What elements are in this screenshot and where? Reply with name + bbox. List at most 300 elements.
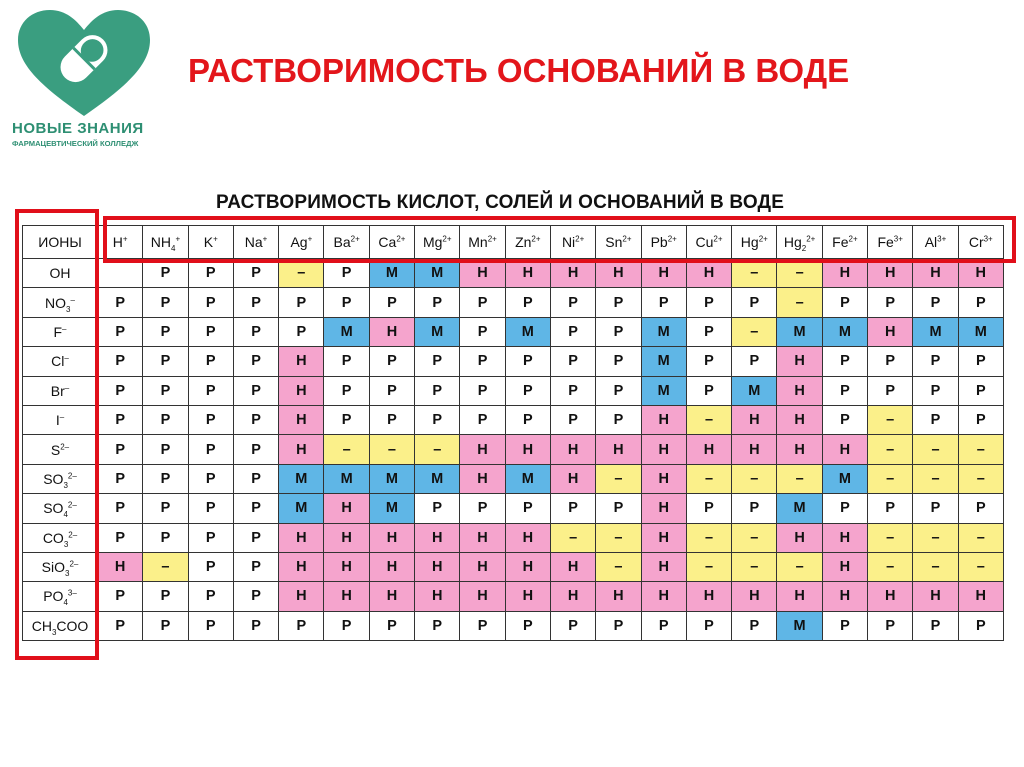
- anion-row: [23, 288, 1004, 317]
- solubility-cell: Н: [460, 582, 505, 611]
- solubility-cell: Р: [369, 376, 414, 405]
- ion-charge: 2+: [396, 234, 406, 244]
- solubility-cell: Н: [460, 464, 505, 493]
- solubility-cell: –: [732, 317, 777, 346]
- solubility-cell: Р: [143, 435, 188, 464]
- solubility-cell: Н: [415, 552, 460, 581]
- solubility-cell: Р: [868, 376, 913, 405]
- solubility-cell: Н: [550, 435, 595, 464]
- solubility-cell: –: [777, 552, 822, 581]
- ion-charge: –: [62, 324, 67, 334]
- solubility-cell: Р: [596, 494, 641, 523]
- solubility-cell: Н: [415, 523, 460, 552]
- ion-charge: –: [70, 294, 75, 304]
- ion-charge: 2+: [442, 234, 452, 244]
- solubility-cell: М: [641, 347, 686, 376]
- anion-label-cell: [23, 317, 98, 346]
- ion-symbol: Br: [50, 382, 65, 399]
- solubility-cell: Н: [505, 435, 550, 464]
- cation-header-cell: [505, 226, 550, 259]
- solubility-cell: М: [324, 317, 369, 346]
- solubility-cell: Р: [369, 347, 414, 376]
- solubility-cell: Н: [777, 405, 822, 434]
- ion-subscript: 2: [801, 243, 807, 253]
- solubility-cell: –: [686, 552, 731, 581]
- ion-symbol: Cu: [695, 234, 714, 250]
- solubility-cell: Н: [460, 259, 505, 288]
- solubility-cell: Н: [596, 435, 641, 464]
- ion-symbol: Ni: [561, 234, 576, 250]
- solubility-cell: Р: [143, 405, 188, 434]
- solubility-cell: Р: [233, 435, 278, 464]
- ion-symbol: CO: [42, 529, 64, 546]
- solubility-cell: Н: [324, 582, 369, 611]
- solubility-cell: Н: [686, 435, 731, 464]
- solubility-cell: Р: [958, 288, 1003, 317]
- solubility-cell: Р: [98, 611, 143, 640]
- solubility-cell: Р: [732, 347, 777, 376]
- solubility-cell: Р: [324, 288, 369, 317]
- solubility-cell: Р: [143, 582, 188, 611]
- ion-charge: +: [122, 234, 128, 244]
- solubility-cell: Н: [913, 259, 958, 288]
- ion-charge: 2–: [67, 471, 77, 481]
- ion-symbol: Hg: [740, 234, 759, 250]
- cation-header-cell: [143, 226, 188, 259]
- solubility-cell: Р: [460, 611, 505, 640]
- ion-charge: 2+: [667, 234, 677, 244]
- solubility-cell: Н: [505, 259, 550, 288]
- college-logo: [8, 8, 158, 158]
- solubility-cell: –: [913, 523, 958, 552]
- solubility-cell: Р: [369, 288, 414, 317]
- solubility-cell: –: [550, 523, 595, 552]
- solubility-cell: Н: [324, 523, 369, 552]
- ion-subscript: 3: [63, 480, 68, 490]
- solubility-cell: Р: [596, 347, 641, 376]
- solubility-cell: Р: [550, 317, 595, 346]
- ion-symbol: Cr: [968, 234, 984, 250]
- ion-symbol: SiO: [41, 559, 65, 576]
- cation-header-cell: [460, 226, 505, 259]
- solubility-cell: Н: [641, 259, 686, 288]
- ion-symbol: Ba: [333, 234, 351, 250]
- anion-row: [23, 347, 1004, 376]
- solubility-cell: –: [732, 552, 777, 581]
- solubility-cell: Н: [641, 523, 686, 552]
- cation-header-cell: [324, 226, 369, 259]
- ion-symbol: CH: [31, 617, 52, 634]
- anion-row: [23, 611, 1004, 640]
- solubility-cell: Р: [596, 288, 641, 317]
- solubility-cell: Р: [868, 288, 913, 317]
- ion-charge: –: [59, 412, 65, 422]
- solubility-cell: Р: [324, 347, 369, 376]
- solubility-cell: –: [868, 464, 913, 493]
- solubility-cell: Р: [233, 523, 278, 552]
- solubility-cell: –: [686, 405, 731, 434]
- solubility-cell: Р: [324, 611, 369, 640]
- solubility-cell: Н: [550, 552, 595, 581]
- ion-symbol: SO: [43, 470, 64, 487]
- logo-subtitle: ФАРМАЦЕВТИЧЕСКИЙ КОЛЛЕДЖ: [12, 139, 139, 148]
- solubility-cell: Р: [415, 347, 460, 376]
- solubility-cell: Р: [958, 347, 1003, 376]
- solubility-cell: М: [415, 259, 460, 288]
- solubility-cell: Р: [98, 317, 143, 346]
- solubility-cell: Н: [415, 582, 460, 611]
- ion-symbol: Al: [924, 234, 938, 250]
- solubility-cell: Р: [822, 347, 867, 376]
- solubility-cell: Р: [460, 317, 505, 346]
- solubility-cell: Р: [460, 288, 505, 317]
- anion-row: [23, 376, 1004, 405]
- solubility-cell: Р: [415, 376, 460, 405]
- ion-subscript: 4: [171, 243, 176, 253]
- ion-charge: 2–: [67, 500, 77, 510]
- solubility-cell: М: [415, 317, 460, 346]
- solubility-cell: Р: [233, 405, 278, 434]
- solubility-cell: Р: [460, 494, 505, 523]
- ion-symbol: S: [50, 441, 61, 458]
- solubility-cell: Р: [732, 611, 777, 640]
- solubility-cell: Р: [143, 464, 188, 493]
- solubility-cell: Р: [913, 611, 958, 640]
- ion-charge: –: [64, 383, 70, 393]
- solubility-cell: Н: [324, 494, 369, 523]
- solubility-cell: М: [369, 259, 414, 288]
- solubility-cell: Н: [279, 376, 324, 405]
- solubility-cell: Р: [98, 523, 143, 552]
- solubility-cell: Р: [958, 376, 1003, 405]
- solubility-cell: Н: [505, 523, 550, 552]
- heart-pill-icon: [14, 8, 154, 120]
- ion-symbol: Ag: [290, 234, 308, 250]
- solubility-cell: Р: [550, 611, 595, 640]
- ion-symbol: F: [53, 323, 63, 340]
- solubility-cell: –: [868, 405, 913, 434]
- solubility-cell: Н: [505, 582, 550, 611]
- ion-charge: 2+: [487, 234, 497, 244]
- solubility-cell: Н: [958, 582, 1003, 611]
- anion-row: [23, 523, 1004, 552]
- ion-symbol: PO: [43, 588, 64, 605]
- solubility-cell: Р: [415, 288, 460, 317]
- ion-symbol: Cl: [51, 353, 65, 370]
- solubility-cell: Н: [777, 347, 822, 376]
- anion-row: [23, 552, 1004, 581]
- solubility-cell: Р: [233, 494, 278, 523]
- solubility-cell: Р: [958, 611, 1003, 640]
- solubility-cell: –: [868, 435, 913, 464]
- solubility-cell: –: [732, 523, 777, 552]
- logo-title: НОВЫЕ ЗНАНИЯ: [12, 120, 144, 137]
- solubility-cell: Р: [913, 288, 958, 317]
- cation-header-cell: [686, 226, 731, 259]
- solubility-cell: –: [143, 552, 188, 581]
- solubility-cell: Н: [279, 405, 324, 434]
- solubility-cell: Р: [505, 347, 550, 376]
- solubility-cell: –: [596, 464, 641, 493]
- solubility-cell: Н: [777, 435, 822, 464]
- solubility-cell: Р: [98, 582, 143, 611]
- solubility-cell: Р: [596, 376, 641, 405]
- anion-label-cell: [23, 494, 98, 523]
- ion-charge: 2+: [531, 234, 541, 244]
- anion-label-cell: [23, 347, 98, 376]
- solubility-cell: Н: [822, 582, 867, 611]
- solubility-cell: –: [958, 552, 1003, 581]
- solubility-cell: Р: [98, 405, 143, 434]
- ion-charge: 2+: [758, 234, 768, 244]
- ion-symbol: Fe: [832, 234, 849, 250]
- solubility-cell: –: [596, 523, 641, 552]
- solubility-cell: –: [369, 435, 414, 464]
- solubility-cell: Р: [233, 611, 278, 640]
- solubility-cell: Р: [324, 405, 369, 434]
- solubility-cell: –: [686, 523, 731, 552]
- solubility-cell: Н: [369, 552, 414, 581]
- ion-subscript: 3: [51, 627, 57, 637]
- solubility-cell: Н: [596, 259, 641, 288]
- solubility-cell: М: [324, 464, 369, 493]
- solubility-cell: Р: [188, 405, 233, 434]
- anion-row: [23, 582, 1004, 611]
- solubility-cell: Н: [279, 552, 324, 581]
- ion-symbol: Zn: [515, 234, 532, 250]
- ion-charge: 2–: [60, 441, 70, 451]
- solubility-cell: Р: [913, 494, 958, 523]
- ion-symbol: Mg: [422, 234, 443, 250]
- anion-row: [23, 259, 1004, 288]
- solubility-cell: Н: [369, 582, 414, 611]
- solubility-cell: Р: [460, 347, 505, 376]
- solubility-cell: Р: [415, 405, 460, 434]
- solubility-cell: Р: [143, 288, 188, 317]
- solubility-cell: Н: [958, 259, 1003, 288]
- solubility-cell: Р: [188, 288, 233, 317]
- solubility-cell: Р: [188, 611, 233, 640]
- solubility-cell: –: [958, 464, 1003, 493]
- solubility-cell: Н: [822, 259, 867, 288]
- solubility-cell: М: [369, 464, 414, 493]
- solubility-cell: Р: [233, 464, 278, 493]
- solubility-cell: Р: [415, 494, 460, 523]
- solubility-cell: Р: [686, 347, 731, 376]
- solubility-cell: Р: [98, 347, 143, 376]
- solubility-cell: М: [369, 494, 414, 523]
- solubility-cell: Н: [369, 523, 414, 552]
- ion-symbol: Mn: [468, 234, 488, 250]
- solubility-cell: М: [777, 317, 822, 346]
- solubility-cell: –: [279, 259, 324, 288]
- solubility-cell: Р: [641, 288, 686, 317]
- solubility-cell: М: [279, 464, 324, 493]
- solubility-cell: Н: [641, 494, 686, 523]
- solubility-cell: М: [958, 317, 1003, 346]
- ion-charge: 2+: [806, 234, 816, 244]
- solubility-cell: Н: [777, 376, 822, 405]
- ion-charge: 2+: [350, 234, 360, 244]
- solubility-cell: Р: [233, 259, 278, 288]
- solubility-table: [22, 225, 1004, 641]
- solubility-cell: Р: [913, 376, 958, 405]
- cation-header-cell: [913, 226, 958, 259]
- solubility-cell: Р: [686, 288, 731, 317]
- solubility-cell: Н: [641, 405, 686, 434]
- solubility-cell: –: [868, 552, 913, 581]
- solubility-cell: Р: [143, 376, 188, 405]
- solubility-cell: Р: [550, 288, 595, 317]
- solubility-cell: Р: [279, 288, 324, 317]
- cation-header-cell: [369, 226, 414, 259]
- solubility-cell: Н: [641, 552, 686, 581]
- slide-title: РАСТВОРИМОСТЬ ОСНОВАНИЙ В ВОДЕ: [188, 52, 850, 89]
- solubility-cell: –: [324, 435, 369, 464]
- solubility-cell: Н: [550, 582, 595, 611]
- solubility-cell: Р: [505, 611, 550, 640]
- ion-symbol: K: [203, 234, 214, 250]
- cation-header-cell: [777, 226, 822, 259]
- solubility-cell: Н: [369, 317, 414, 346]
- solubility-cell: Р: [550, 405, 595, 434]
- solubility-cell: Н: [279, 582, 324, 611]
- ion-symbol: NH: [150, 234, 171, 250]
- ion-charge: 2+: [713, 234, 723, 244]
- solubility-cell: Р: [596, 317, 641, 346]
- solubility-cell: Н: [641, 582, 686, 611]
- anion-row: [23, 494, 1004, 523]
- anion-label-cell: [23, 376, 98, 405]
- anion-row: [23, 405, 1004, 434]
- solubility-cell: Р: [596, 405, 641, 434]
- solubility-cell: Р: [913, 405, 958, 434]
- solubility-cell: Р: [641, 611, 686, 640]
- solubility-cell: Р: [143, 259, 188, 288]
- solubility-cell: Н: [641, 464, 686, 493]
- anion-row: [23, 435, 1004, 464]
- solubility-cell: М: [505, 317, 550, 346]
- solubility-cell: Н: [686, 582, 731, 611]
- ion-symbol: Pb: [650, 234, 668, 250]
- solubility-cell: Р: [460, 405, 505, 434]
- solubility-cell: Р: [505, 494, 550, 523]
- solubility-cell: [98, 259, 143, 288]
- solubility-cell: Р: [143, 523, 188, 552]
- ion-symbol: Ca: [378, 234, 397, 250]
- anion-label-cell: [23, 611, 98, 640]
- solubility-cell: Р: [188, 347, 233, 376]
- solubility-cell: Н: [732, 405, 777, 434]
- solubility-cell: Н: [822, 435, 867, 464]
- solubility-cell: Р: [822, 611, 867, 640]
- ion-charge: +: [175, 234, 181, 244]
- solubility-cell: Р: [732, 288, 777, 317]
- solubility-cell: Р: [822, 376, 867, 405]
- solubility-cell: Р: [732, 494, 777, 523]
- solubility-cell: Р: [505, 288, 550, 317]
- solubility-cell: Р: [550, 494, 595, 523]
- ion-charge: +: [213, 234, 218, 244]
- solubility-cell: Н: [324, 552, 369, 581]
- solubility-cell: Р: [958, 494, 1003, 523]
- solubility-cell: Р: [98, 376, 143, 405]
- solubility-cell: Н: [732, 435, 777, 464]
- cation-header-cell: [233, 226, 278, 259]
- solubility-cell: Р: [868, 494, 913, 523]
- solubility-cell: Н: [279, 523, 324, 552]
- cation-header-cell: [550, 226, 595, 259]
- solubility-cell: –: [868, 523, 913, 552]
- solubility-cell: –: [913, 464, 958, 493]
- cation-header-cell: [958, 226, 1003, 259]
- ion-charge: 2–: [69, 559, 79, 569]
- solubility-cell: Р: [143, 347, 188, 376]
- anion-label-cell: [23, 523, 98, 552]
- solubility-cell: Р: [233, 552, 278, 581]
- solubility-cell: Р: [233, 376, 278, 405]
- solubility-cell: Н: [822, 523, 867, 552]
- corner-label: ИОНЫ: [23, 226, 98, 259]
- cation-header-cell: [822, 226, 867, 259]
- solubility-cell: Н: [505, 552, 550, 581]
- solubility-cell: Р: [505, 376, 550, 405]
- ion-subscript: 3: [64, 568, 70, 578]
- cation-header-cell: [732, 226, 777, 259]
- ion-symbol: Sn: [605, 234, 623, 250]
- solubility-cell: Р: [415, 611, 460, 640]
- solubility-cell: Р: [913, 347, 958, 376]
- solubility-cell: Н: [279, 347, 324, 376]
- solubility-cell: Р: [233, 317, 278, 346]
- solubility-cell: –: [596, 552, 641, 581]
- solubility-cell: Н: [686, 259, 731, 288]
- solubility-cell: Р: [98, 464, 143, 493]
- solubility-cell: Р: [188, 317, 233, 346]
- cation-header-row: [23, 226, 1004, 259]
- ion-symbol: NO: [45, 294, 67, 311]
- solubility-cell: М: [822, 464, 867, 493]
- solubility-cell: Р: [188, 376, 233, 405]
- solubility-cell: Р: [98, 288, 143, 317]
- solubility-cell: Р: [868, 611, 913, 640]
- solubility-cell: Н: [732, 582, 777, 611]
- solubility-cell: М: [505, 464, 550, 493]
- cation-header-cell: [415, 226, 460, 259]
- solubility-cell: Р: [324, 259, 369, 288]
- solubility-cell: М: [777, 611, 822, 640]
- solubility-cell: Р: [550, 376, 595, 405]
- anion-row: [23, 464, 1004, 493]
- ion-charge: 3–: [67, 588, 77, 598]
- solubility-cell: М: [913, 317, 958, 346]
- anion-label-cell: [23, 464, 98, 493]
- solubility-cell: Р: [188, 259, 233, 288]
- solubility-cell: М: [641, 376, 686, 405]
- ion-charge: 2+: [622, 234, 632, 244]
- solubility-cell: Р: [233, 582, 278, 611]
- ion-subscript: 4: [63, 598, 68, 608]
- ion-charge: +: [307, 234, 313, 244]
- solubility-cell: Р: [188, 435, 233, 464]
- solubility-cell: Р: [188, 582, 233, 611]
- anion-label-cell: [23, 552, 98, 581]
- solubility-cell: –: [913, 435, 958, 464]
- solubility-cell: Н: [460, 435, 505, 464]
- solubility-cell: Р: [188, 523, 233, 552]
- solubility-cell: –: [958, 523, 1003, 552]
- solubility-cell: Р: [460, 376, 505, 405]
